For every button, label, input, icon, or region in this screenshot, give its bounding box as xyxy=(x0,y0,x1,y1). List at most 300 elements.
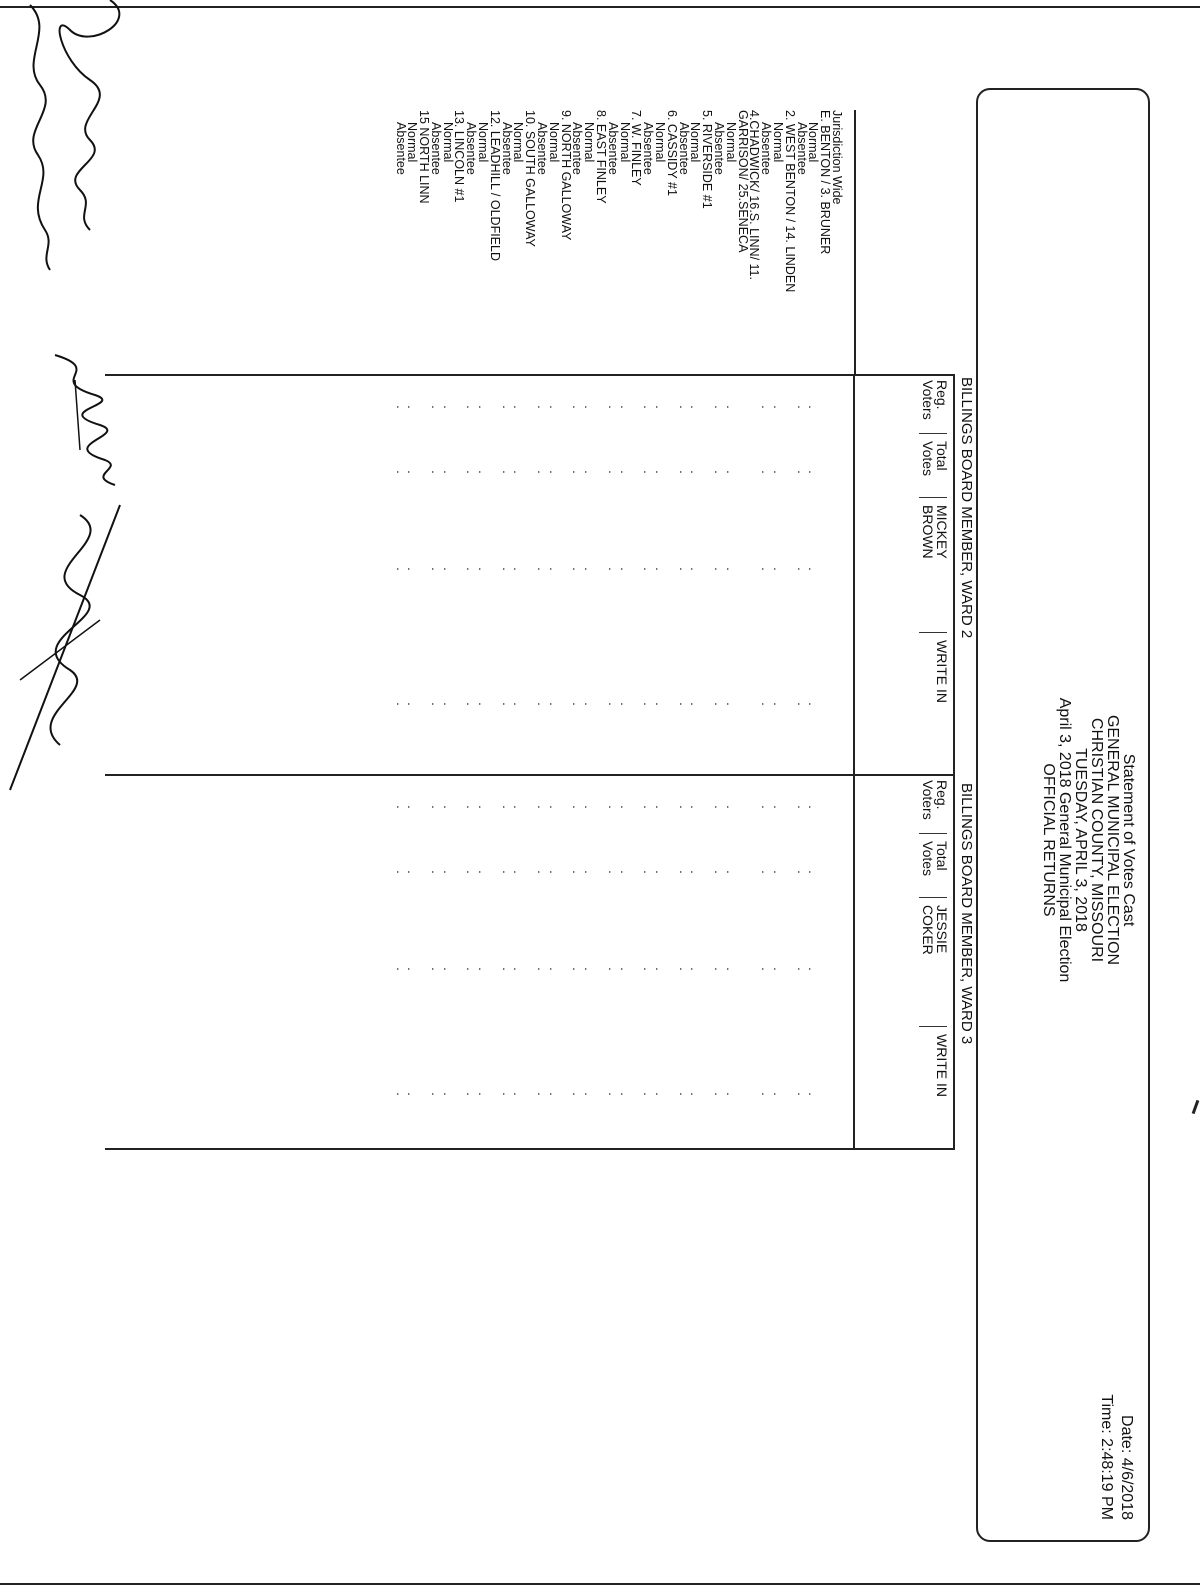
vote-value-column xyxy=(394,403,842,411)
vote-cell xyxy=(523,1090,535,1098)
jurisdiction-subrow: Absentee xyxy=(464,122,479,175)
vote-cell xyxy=(748,565,760,573)
vote-cell xyxy=(830,565,842,573)
col-candidate xyxy=(921,905,949,955)
vote-cell: . xyxy=(511,470,526,474)
race-ward-2-rule xyxy=(953,374,955,774)
vote-cell: . xyxy=(428,702,443,706)
vote-cell: . xyxy=(393,567,408,571)
jurisdiction-row: 13. LINCOLN #1 xyxy=(452,110,467,203)
report-title-block xyxy=(1040,560,1136,1120)
vote-cell: . xyxy=(771,470,786,474)
jurisdiction-subrow: Normal xyxy=(653,122,668,163)
vote-cell xyxy=(417,403,429,411)
vote-cell xyxy=(818,1090,830,1098)
vote-cell: . xyxy=(582,567,597,571)
vote-cell: . xyxy=(476,805,491,809)
vote-cell: . xyxy=(794,870,809,874)
vote-cell: . xyxy=(806,1092,821,1096)
vote-cell: . xyxy=(653,805,668,809)
vote-cell: . xyxy=(759,405,774,409)
vote-cell: . xyxy=(653,1092,668,1096)
vote-cell: . xyxy=(570,702,585,706)
jurisdiction-subrow: Normal xyxy=(511,122,526,163)
vote-cell: . xyxy=(723,470,738,474)
vote-cell: . xyxy=(723,967,738,971)
vote-cell xyxy=(594,965,606,973)
jurisdiction-subrow: Absentee xyxy=(759,122,774,175)
vote-cell xyxy=(748,403,760,411)
vote-value-column xyxy=(394,565,842,573)
vote-value-column xyxy=(394,468,842,476)
vote-cell: . xyxy=(440,567,455,571)
jurisdiction-subrow: Normal xyxy=(771,122,786,163)
vote-cell: . xyxy=(511,870,526,874)
vote-cell xyxy=(700,403,712,411)
vote-cell: . xyxy=(605,470,620,474)
signature-image xyxy=(35,350,145,490)
vote-cell xyxy=(700,700,712,708)
vote-cell: . xyxy=(605,967,620,971)
vote-cell: . xyxy=(546,967,561,971)
vote-cell: . xyxy=(535,470,550,474)
vote-cell: . xyxy=(511,702,526,706)
col-label: WRITE IN xyxy=(934,640,950,703)
vote-cell xyxy=(594,403,606,411)
jurisdiction-row: 6. CASSIDY #1 xyxy=(664,110,679,196)
jurisdiction-row: 8. EAST FINLEY xyxy=(594,110,609,204)
vote-cell xyxy=(818,403,830,411)
jurisdiction-row: 15 NORTH LINN xyxy=(417,110,432,204)
vote-cell xyxy=(748,868,760,876)
jurisdiction-row: 7. W. FINLEY xyxy=(629,110,644,186)
vote-cell: . xyxy=(428,405,443,409)
vote-cell: . xyxy=(688,870,703,874)
col-label: Reg. xyxy=(934,780,950,810)
vote-cell xyxy=(700,868,712,876)
col-separator xyxy=(919,833,947,834)
vote-cell: . xyxy=(617,702,632,706)
vote-cell: . xyxy=(712,405,727,409)
vote-cell: . xyxy=(511,805,526,809)
jurisdiction-row: 12. LEADHILL / OLDFIELD xyxy=(487,110,502,261)
vote-cell: . xyxy=(546,702,561,706)
jurisdiction-subrow: Normal xyxy=(723,122,738,163)
vote-value-column xyxy=(394,1090,842,1098)
vote-cell: . xyxy=(806,967,821,971)
vote-cell: . xyxy=(464,1092,479,1096)
col-separator xyxy=(919,497,947,498)
vote-cell xyxy=(818,565,830,573)
vote-cell xyxy=(748,803,760,811)
vote-cell: . xyxy=(393,470,408,474)
vote-cell xyxy=(594,565,606,573)
col-label: Total xyxy=(934,841,950,871)
jurisdiction-subrow: Absentee xyxy=(428,122,443,175)
vote-cell: . xyxy=(641,470,656,474)
vote-cell: . xyxy=(641,805,656,809)
signature-image xyxy=(0,0,150,290)
vote-cell: . xyxy=(535,1092,550,1096)
jurisdiction-subrow: Normal xyxy=(405,122,420,163)
vote-cell xyxy=(417,700,429,708)
jurisdiction-subrow: Normal xyxy=(582,122,597,163)
vote-cell: . xyxy=(464,702,479,706)
vote-cell: . xyxy=(759,702,774,706)
vote-cell: . xyxy=(688,967,703,971)
vote-cell: . xyxy=(806,805,821,809)
vote-cell: . xyxy=(499,702,514,706)
col-label: Voters xyxy=(920,380,936,420)
vote-cell xyxy=(523,565,535,573)
vote-cell: . xyxy=(806,702,821,706)
vote-cell: . xyxy=(499,470,514,474)
vote-cell: . xyxy=(535,567,550,571)
jurisdiction-subrow: Absentee xyxy=(676,122,691,175)
vote-cell: . xyxy=(546,805,561,809)
vote-cell: . xyxy=(499,805,514,809)
vote-cell xyxy=(523,803,535,811)
vote-cell xyxy=(594,868,606,876)
vote-cell xyxy=(830,868,842,876)
vote-cell: . xyxy=(653,967,668,971)
vote-cell xyxy=(417,965,429,973)
report-time: Time: 2:48:19 PM xyxy=(1098,1394,1115,1520)
vote-cell: . xyxy=(676,702,691,706)
vote-cell xyxy=(417,565,429,573)
vote-cell xyxy=(417,868,429,876)
vote-cell: . xyxy=(405,470,420,474)
vote-cell: . xyxy=(440,805,455,809)
report-title-line: CHRISTIAN COUNTY, MISSOURI xyxy=(1088,717,1105,963)
vote-cell: . xyxy=(723,567,738,571)
vote-cell xyxy=(830,700,842,708)
report-date: Date: 4/6/2018 xyxy=(1118,1415,1135,1520)
vote-cell: . xyxy=(806,405,821,409)
vote-cell: . xyxy=(428,805,443,809)
vote-cell: . xyxy=(440,702,455,706)
jurisdiction-subrow: Absentee xyxy=(570,122,585,175)
col-label: Voters xyxy=(920,780,936,820)
race-title-ward-3: BILLINGS BOARD MEMBER, WARD 3 xyxy=(958,783,975,1045)
vote-cell xyxy=(700,468,712,476)
vote-cell: . xyxy=(712,567,727,571)
jurisdiction-subrow: Absentee xyxy=(605,122,620,175)
vote-cell: . xyxy=(405,567,420,571)
vote-cell: . xyxy=(582,1092,597,1096)
vote-cell: . xyxy=(794,1092,809,1096)
vote-cell: . xyxy=(771,567,786,571)
vote-cell: . xyxy=(723,405,738,409)
vote-value-column xyxy=(394,700,842,708)
jurisdiction-row: GARRISON/ 25.SENECA xyxy=(735,110,750,253)
vote-cell: . xyxy=(511,405,526,409)
vote-cell: . xyxy=(605,567,620,571)
vote-value-column xyxy=(394,965,842,973)
vote-cell: . xyxy=(582,967,597,971)
vote-cell: . xyxy=(428,470,443,474)
vote-cell: . xyxy=(617,405,632,409)
vote-cell: . xyxy=(688,1092,703,1096)
jurisdiction-row: 10. SOUTH GALLOWAY xyxy=(523,110,538,247)
vote-cell xyxy=(417,1090,429,1098)
vote-cell: . xyxy=(605,870,620,874)
vote-cell: . xyxy=(653,702,668,706)
vote-cell xyxy=(594,700,606,708)
vote-cell: . xyxy=(806,567,821,571)
vote-cell xyxy=(523,403,535,411)
vote-cell: . xyxy=(617,567,632,571)
vote-cell: . xyxy=(605,702,620,706)
vote-value-column xyxy=(394,868,842,876)
vote-cell xyxy=(748,468,760,476)
vote-cell: . xyxy=(393,1092,408,1096)
col-reg-voters xyxy=(921,780,949,820)
jurisdiction-subrow: Absentee xyxy=(535,122,550,175)
col-write-in xyxy=(935,640,949,703)
vote-cell: . xyxy=(759,870,774,874)
vote-cell: . xyxy=(605,805,620,809)
vote-cell: . xyxy=(605,405,620,409)
report-title-line: April 3, 2018 General Municipal Election xyxy=(1056,697,1073,983)
vote-cell: . xyxy=(605,1092,620,1096)
jurisdiction-row: 2. WEST BENTON / 14. LINDEN xyxy=(782,110,797,293)
vote-cell: . xyxy=(676,567,691,571)
vote-cell: . xyxy=(771,870,786,874)
jurisdiction-subrow: Absentee xyxy=(499,122,514,175)
report-title-line: OFFICIAL RETURNS xyxy=(1040,763,1057,917)
vote-cell: . xyxy=(535,967,550,971)
vote-cell: . xyxy=(440,470,455,474)
report-title-line: Statement of Votes Cast xyxy=(1120,753,1137,927)
vote-cell: . xyxy=(464,967,479,971)
jurisdiction-subrow: Normal xyxy=(617,122,632,163)
vote-cell: . xyxy=(641,967,656,971)
vote-cell: . xyxy=(511,567,526,571)
vote-cell: . xyxy=(794,405,809,409)
jurisdiction-subrow: Normal xyxy=(806,122,821,163)
report-date-block xyxy=(1096,1240,1136,1520)
jurisdiction-row: 5. RIVERSIDE #1 xyxy=(700,110,715,209)
vote-cell: . xyxy=(688,470,703,474)
vote-cell: . xyxy=(653,567,668,571)
vote-cell: . xyxy=(535,870,550,874)
vote-cell: . xyxy=(405,870,420,874)
jurisdiction-subrow: Normal xyxy=(476,122,491,163)
vote-cell: . xyxy=(712,967,727,971)
jurisdiction-row: Jurisdiction Wide xyxy=(830,110,844,205)
vote-cell xyxy=(818,803,830,811)
signature-image xyxy=(0,500,140,800)
vote-value-column xyxy=(394,803,842,811)
col-label: JESSIE xyxy=(934,905,950,954)
vote-cell: . xyxy=(688,405,703,409)
vote-cell: . xyxy=(476,967,491,971)
report-title-line: GENERAL MUNICIPAL ELECTION xyxy=(1104,714,1121,966)
vote-cell xyxy=(830,468,842,476)
vote-cell: . xyxy=(582,470,597,474)
vote-cell: . xyxy=(405,967,420,971)
vote-cell: . xyxy=(546,870,561,874)
vote-cell: . xyxy=(499,567,514,571)
vote-cell: . xyxy=(405,405,420,409)
vote-cell xyxy=(830,965,842,973)
vote-cell xyxy=(417,468,429,476)
race-ward-3-rule xyxy=(953,774,955,1149)
vote-cell: . xyxy=(712,702,727,706)
vote-cell: . xyxy=(405,702,420,706)
vote-cell xyxy=(818,700,830,708)
vote-cell: . xyxy=(759,470,774,474)
vote-cell: . xyxy=(570,870,585,874)
jurisdiction-subrow: Normal xyxy=(688,122,703,163)
vote-cell xyxy=(523,468,535,476)
vote-cell: . xyxy=(428,1092,443,1096)
vote-cell: . xyxy=(723,805,738,809)
vote-cell: . xyxy=(440,967,455,971)
vote-cell: . xyxy=(570,805,585,809)
vote-cell: . xyxy=(712,870,727,874)
table-divider-middle xyxy=(105,774,955,776)
vote-cell: . xyxy=(428,567,443,571)
jurisdiction-subrow: Absentee xyxy=(393,122,408,175)
vote-cell: . xyxy=(712,1092,727,1096)
vote-cell: . xyxy=(582,702,597,706)
vote-cell: . xyxy=(653,470,668,474)
jurisdiction-subrow: Absentee xyxy=(712,122,727,175)
vote-cell: . xyxy=(428,967,443,971)
table-divider-right xyxy=(105,1148,955,1150)
vote-cell xyxy=(830,403,842,411)
vote-cell: . xyxy=(794,470,809,474)
vote-cell: . xyxy=(641,870,656,874)
race-title-ward-2: BILLINGS BOARD MEMBER, WARD 2 xyxy=(958,377,975,639)
vote-cell: . xyxy=(405,1092,420,1096)
col-total-votes xyxy=(921,441,949,476)
vote-cell: . xyxy=(570,567,585,571)
vote-cell: . xyxy=(546,470,561,474)
jurisdiction-row: 4.CHADWICK/ 16.S. LINN/ 11. xyxy=(747,110,762,280)
vote-cell: . xyxy=(794,967,809,971)
vote-cell: . xyxy=(771,967,786,971)
vote-cell: . xyxy=(476,1092,491,1096)
vote-cell: . xyxy=(570,470,585,474)
vote-cell: . xyxy=(759,567,774,571)
vote-cell: . xyxy=(676,405,691,409)
vote-cell: . xyxy=(806,870,821,874)
jurisdiction-subrow: Normal xyxy=(440,122,455,163)
vote-cell xyxy=(594,803,606,811)
vote-cell: . xyxy=(440,405,455,409)
vote-cell: . xyxy=(617,470,632,474)
col-separator xyxy=(919,1026,947,1027)
vote-cell: . xyxy=(476,567,491,571)
col-candidate xyxy=(921,505,949,559)
vote-cell: . xyxy=(688,805,703,809)
col-label: COKER xyxy=(920,905,936,955)
vote-cell: . xyxy=(712,470,727,474)
vote-cell: . xyxy=(723,1092,738,1096)
vote-cell: . xyxy=(393,805,408,809)
vote-cell xyxy=(818,468,830,476)
jurisdiction-subrow: Normal xyxy=(546,122,561,163)
vote-cell xyxy=(594,468,606,476)
vote-cell xyxy=(523,868,535,876)
vote-cell: . xyxy=(617,1092,632,1096)
vote-cell: . xyxy=(582,870,597,874)
vote-cell xyxy=(748,700,760,708)
vote-cell: . xyxy=(676,805,691,809)
vote-cell: . xyxy=(570,967,585,971)
vote-cell: . xyxy=(794,567,809,571)
vote-cell xyxy=(830,1090,842,1098)
vote-cell: . xyxy=(546,1092,561,1096)
vote-cell xyxy=(417,803,429,811)
vote-cell xyxy=(594,1090,606,1098)
vote-cell xyxy=(700,803,712,811)
vote-cell: . xyxy=(617,870,632,874)
vote-cell: . xyxy=(546,405,561,409)
vote-cell: . xyxy=(535,405,550,409)
vote-cell xyxy=(523,965,535,973)
vote-cell: . xyxy=(794,702,809,706)
vote-cell xyxy=(818,965,830,973)
vote-cell: . xyxy=(464,470,479,474)
vote-cell: . xyxy=(712,805,727,809)
jurisdiction-row: E. BENTON / 3. BRUNER xyxy=(818,110,833,255)
col-label: WRITE IN xyxy=(934,1034,950,1097)
vote-cell: . xyxy=(499,1092,514,1096)
vote-cell: . xyxy=(641,1092,656,1096)
vote-cell: . xyxy=(806,470,821,474)
col-write-in xyxy=(935,1034,949,1097)
vote-cell: . xyxy=(759,805,774,809)
vote-cell: . xyxy=(464,567,479,571)
vote-cell: . xyxy=(393,967,408,971)
vote-cell: . xyxy=(511,967,526,971)
vote-cell: . xyxy=(464,805,479,809)
vote-cell xyxy=(748,1090,760,1098)
vote-cell: . xyxy=(723,702,738,706)
vote-cell: . xyxy=(393,405,408,409)
vote-cell: . xyxy=(393,702,408,706)
col-label: Votes xyxy=(920,441,936,477)
vote-cell xyxy=(818,868,830,876)
jurisdiction-header-rule xyxy=(854,110,856,375)
vote-cell: . xyxy=(723,870,738,874)
vote-cell: . xyxy=(476,405,491,409)
vote-cell: . xyxy=(641,702,656,706)
vote-cell: . xyxy=(476,870,491,874)
col-label: Reg. xyxy=(934,380,950,410)
vote-cell: . xyxy=(653,870,668,874)
vote-cell xyxy=(523,700,535,708)
col-label: Total xyxy=(934,441,950,471)
vote-cell: . xyxy=(499,405,514,409)
vote-cell: . xyxy=(393,870,408,874)
jurisdiction-list xyxy=(394,110,842,510)
vote-cell: . xyxy=(464,405,479,409)
vote-cell: . xyxy=(676,470,691,474)
jurisdiction-row: 9. NORTH GALLOWAY xyxy=(558,110,573,241)
vote-cell: . xyxy=(794,805,809,809)
vote-cell: . xyxy=(582,405,597,409)
vote-cell: . xyxy=(759,967,774,971)
vote-cell: . xyxy=(464,870,479,874)
vote-cell: . xyxy=(582,805,597,809)
vote-cell xyxy=(700,1090,712,1098)
vote-cell: . xyxy=(511,1092,526,1096)
